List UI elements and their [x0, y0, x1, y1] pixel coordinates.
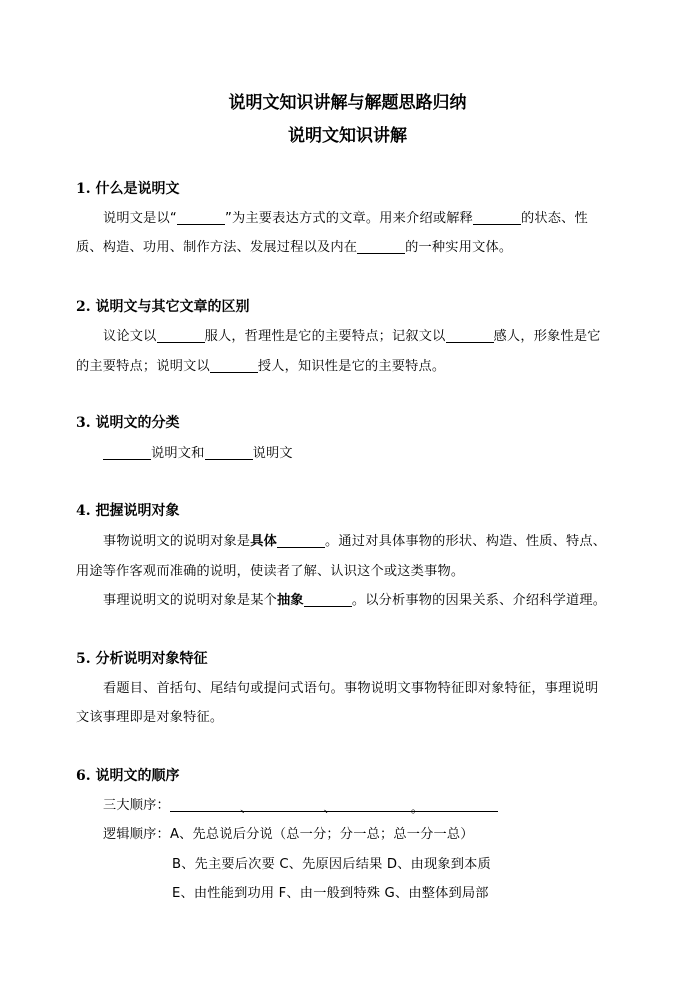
logic-order-line-2: B、先主要后次要 C、先原因后结果 D、由现象到本质	[172, 857, 491, 872]
separator: 、	[239, 801, 254, 816]
section-4-line-2: 用途等作客观而准确的说明，使读者了解、认识这个或这类事物。	[76, 564, 465, 579]
text: 说明文和	[151, 446, 205, 461]
blank	[205, 445, 253, 460]
text: 事理说明文的说明对象是某个	[103, 593, 278, 608]
blank	[157, 328, 205, 343]
blank	[357, 239, 405, 254]
section-6-heading: 6. 说明文的顺序	[76, 768, 180, 784]
blank	[210, 358, 258, 373]
text: 事物说明文的说明对象是	[103, 534, 251, 549]
emphasis: 具体	[250, 534, 278, 549]
section-3-line-1	[103, 442, 293, 461]
section-2-line-1	[103, 325, 601, 344]
three-orders-blank-line	[170, 797, 498, 816]
section-4-line-1	[103, 530, 606, 549]
blank	[446, 328, 494, 343]
text: 授人，知识性是它的主要特点。	[257, 359, 446, 374]
text: 说明文	[252, 446, 293, 461]
logic-order-line-1	[103, 823, 474, 842]
blank	[473, 210, 521, 225]
text: 的主要特点；说明文以	[76, 359, 210, 374]
three-orders-label: 三大顺序：	[103, 798, 170, 813]
text: 的一种实用文体。	[405, 240, 513, 255]
section-1-line-2	[76, 236, 512, 255]
period: 。	[410, 801, 425, 816]
section-5-line-1: 看题目、首括句、尾结句或提问式语句。事物说明文事物特征即对象特征，事理说明	[103, 681, 599, 696]
section-4-line-3	[103, 589, 606, 608]
logic-order-label: 逻辑顺序：	[103, 827, 170, 842]
text: 服人，哲理性是它的主要特点；记叙文以	[204, 329, 446, 344]
logic-item: A、先总说后分说（总一分；分一总；总一分一总）	[169, 827, 474, 842]
section-5-line-2: 文该事理即是对象特征。	[76, 710, 224, 725]
text: 质、构造、功用、制作方法、发展过程以及内在	[76, 240, 358, 255]
blank	[177, 210, 225, 225]
section-2-line-2	[76, 355, 445, 374]
text: 。通过对具体事物的形状、构造、性质、特点、	[325, 534, 607, 549]
logic-order-line-3: E、由性能到功用 F、由一般到特殊 G、由整体到局部	[172, 886, 489, 901]
section-4-heading: 4. 把握说明对象	[76, 503, 180, 519]
blank	[304, 592, 352, 607]
text: ”为主要表达方式的文章。用来介绍或解释	[224, 211, 473, 226]
blank	[103, 445, 151, 460]
three-orders-line	[103, 794, 498, 816]
text: 议论文以	[103, 329, 157, 344]
text: 的状态、性	[521, 211, 588, 226]
section-1-heading: 1. 什么是说明文	[76, 181, 180, 197]
document-subtitle: 说明文知识讲解	[288, 126, 407, 146]
separator: 、	[323, 801, 337, 816]
section-2-heading: 2. 说明文与其它文章的区别	[76, 299, 250, 315]
text: 说明文是以“	[103, 211, 177, 226]
text: 感人，形象性是它	[493, 329, 601, 344]
document-title: 说明文知识讲解与解题思路归纳	[228, 93, 467, 113]
emphasis: 抽象	[277, 593, 304, 608]
blank	[277, 533, 325, 548]
section-1-line-1	[103, 207, 588, 226]
section-3-heading: 3. 说明文的分类	[76, 415, 180, 431]
text: 。以分析事物的因果关系、介绍科学道理。	[351, 593, 607, 608]
section-5-heading: 5. 分析说明对象特征	[76, 651, 208, 667]
